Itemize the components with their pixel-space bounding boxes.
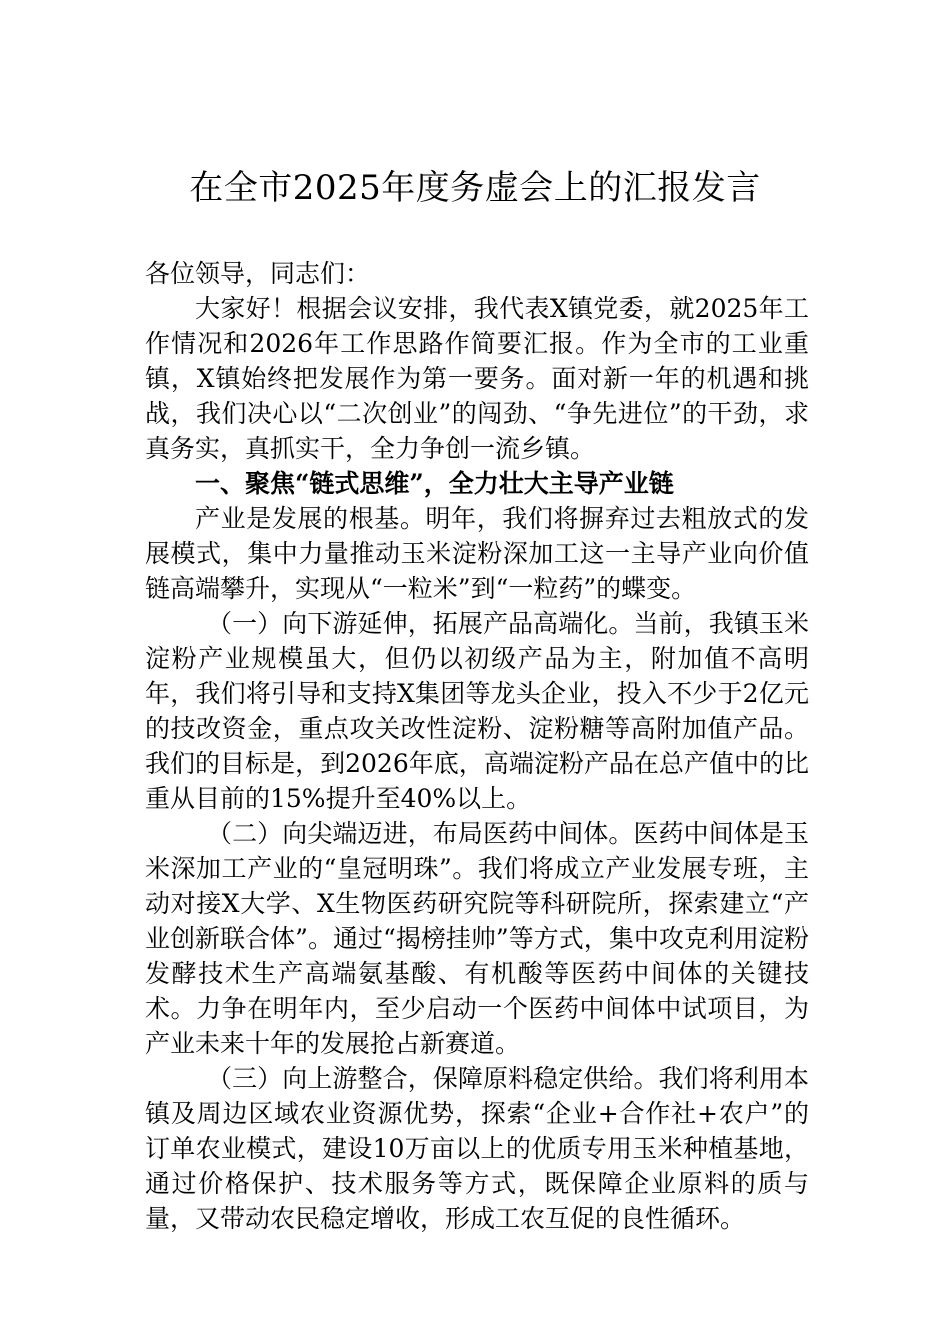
paragraph-item-3: （三）向上游整合，保障原料稳定供给。我们将利用本镇及周边区域农业资源优势，探索“企业+合作社+农户”的订单农业模式，建设10万亩以上的优质专用玉米种植基地，通过价格保护、技术服务等方式，既保障企业原料的质与量，又带动农民稳定增收，形成工农互促的良性循环。 xyxy=(145,1064,809,1233)
document-body xyxy=(145,256,809,1236)
section-heading-1: 一、聚焦“链式思维”，全力壮大主导产业链 xyxy=(195,469,674,498)
paragraph-item-2: （二）向尖端迈进，布局医药中间体。医药中间体是玉米深加工产业的“皇冠明珠”。我们将成立产业发展专班，主动对接X大学、X生物医药研究院等科研院所，探索建立“产业创新联合体”。通过“揭榜挂帅”等方式，集中攻克利用淀粉发酵技术生产高端氨基酸、有机酸等医药中间体的关键技术。力争在明年内，至少启动一个医药中间体中试项目，为产业未来十年的发展抢占新赛道。 xyxy=(145,819,809,1058)
salutation: 各位领导，同志们： xyxy=(145,259,371,288)
paragraph-item-1: （一）向下游延伸，拓展产品高端化。当前，我镇玉米淀粉产业规模虽大，但仍以初级产品为主，附加值不高明年，我们将引导和支持X集团等龙头企业，投入不少于2亿元的技改资金，重点攻关改性淀粉、淀粉糖等高附加值产品。我们的目标是，到2026年底，高端淀粉产品在总产值中的比重从目前的15%提升至40%以上。 xyxy=(145,609,809,813)
document-title: 在全市2025年度务虚会上的汇报发言 xyxy=(189,168,761,208)
paragraph-intro: 大家好！根据会议安排，我代表X镇党委，就2025年工作情况和2026年工作思路作简要汇报。作为全市的工业重镇，X镇始终把发展作为第一要务。面对新一年的机遇和挑战，我们决心以“二次创业”的闯劲、“争先进位”的干劲，求真务实，真抓实干，全力争创一流乡镇。 xyxy=(145,294,809,463)
paragraph-industry-foundation: 产业是发展的根基。明年，我们将摒弃过去粗放式的发展模式，集中力量推动玉米淀粉深加工这一主导产业向价值链高端攀升，实现从“一粒米”到“一粒药”的蝶变。 xyxy=(145,504,809,603)
